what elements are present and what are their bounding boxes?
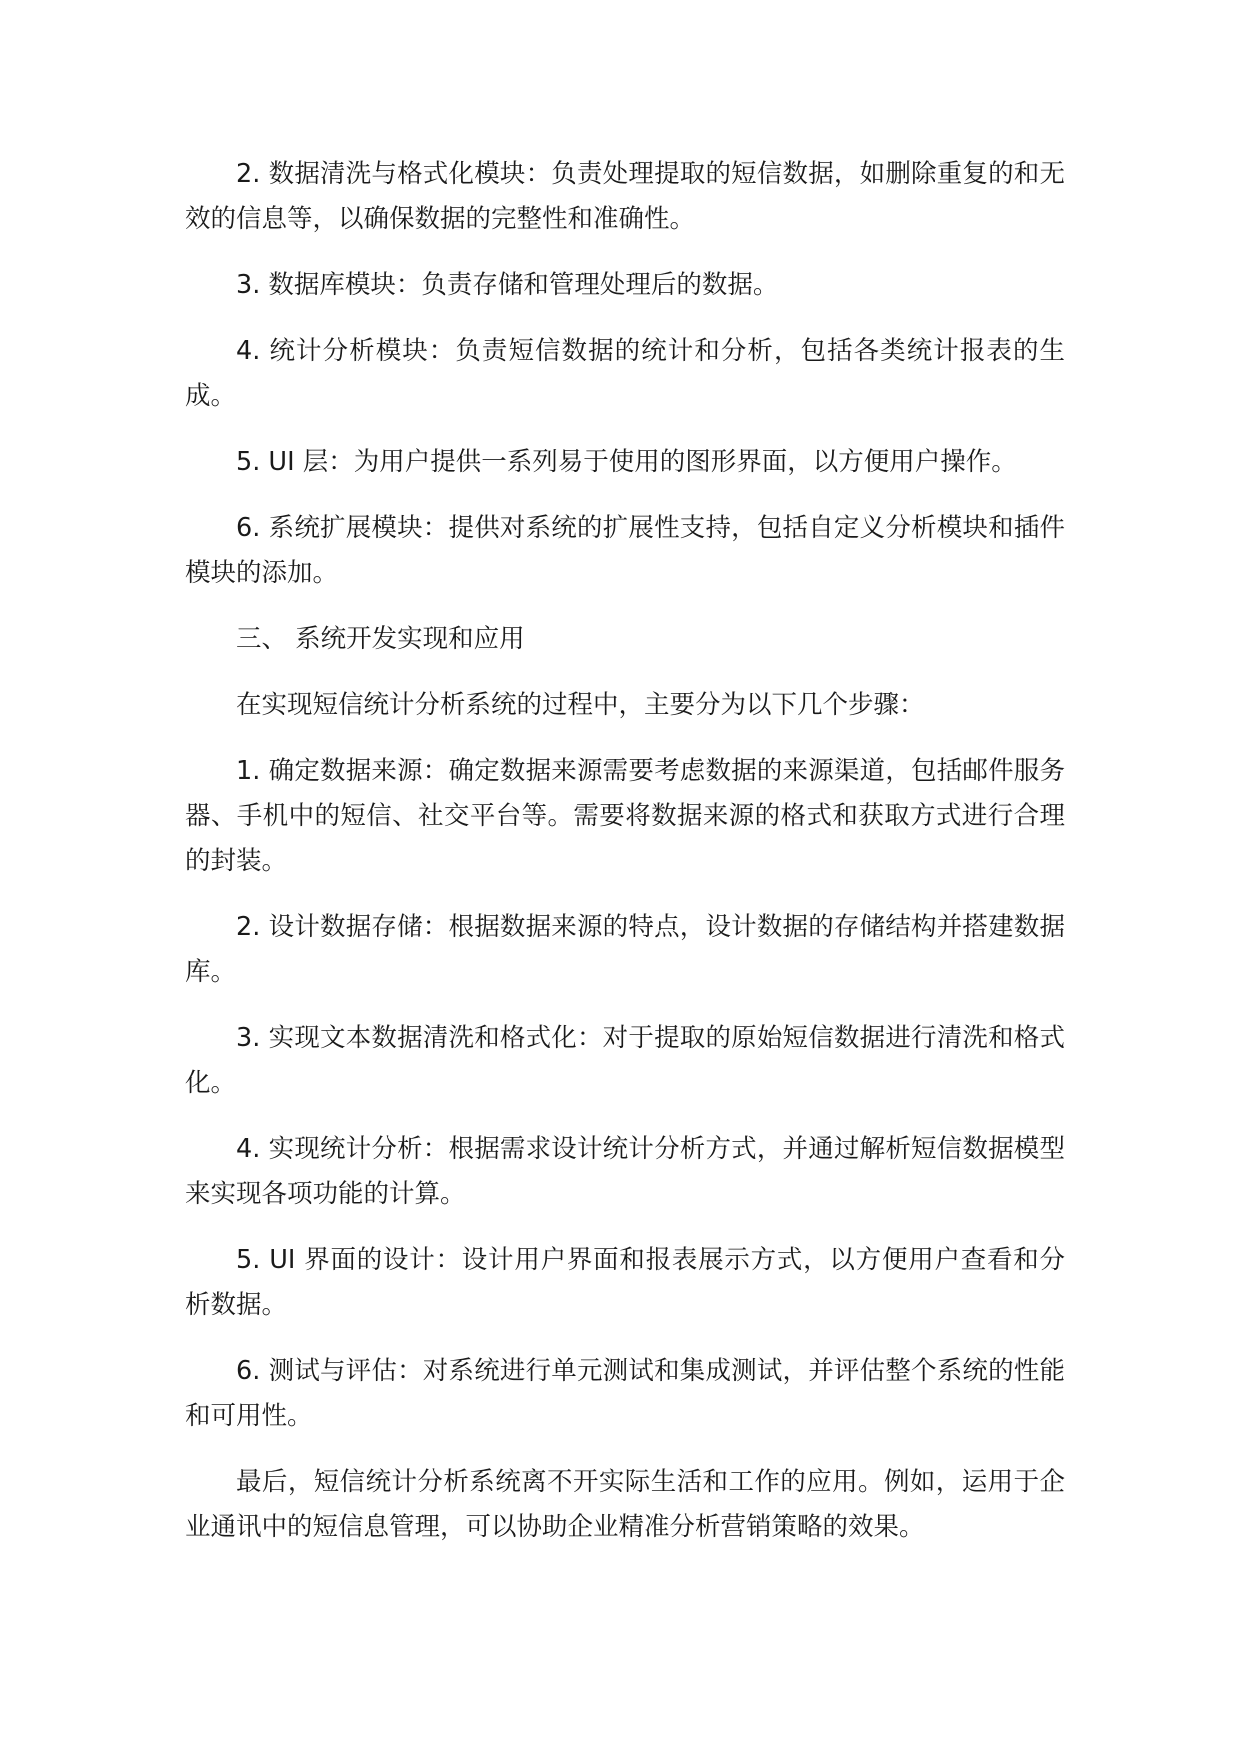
paragraph-step-statistics: 4. 实现统计分析：根据需求设计统计分析方式，并通过解析短信数据模型来实现各项功能的计算。 — [185, 1134, 1065, 1209]
paragraph-module-extension: 6. 系统扩展模块：提供对系统的扩展性支持，包括自定义分析模块和插件模块的添加。 — [185, 513, 1065, 588]
body-text — [185, 152, 1065, 1550]
paragraph-step-testing: 6. 测试与评估：对系统进行单元测试和集成测试，并评估整个系统的性能和可用性。 — [185, 1356, 1065, 1431]
paragraph-step-data-cleaning: 3. 实现文本数据清洗和格式化：对于提取的原始短信数据进行清洗和格式化。 — [185, 1023, 1065, 1098]
paragraph-step-ui-design: 5. UI 界面的设计：设计用户界面和报表展示方式，以方便用户查看和分析数据。 — [185, 1245, 1065, 1320]
paragraph-module-ui-layer: 5. UI 层：为用户提供一系列易于使用的图形界面，以方便用户操作。 — [236, 447, 1017, 477]
paragraph-step-data-storage: 2. 设计数据存储：根据数据来源的特点，设计数据的存储结构并搭建数据库。 — [185, 912, 1065, 987]
paragraph-step-data-source: 1. 确定数据来源：确定数据来源需要考虑数据的来源渠道，包括邮件服务器、手机中的短信、社交平台等。需要将数据来源的格式和获取方式进行合理的封装。 — [185, 756, 1065, 876]
paragraph-module-data-cleaning: 2. 数据清洗与格式化模块：负责处理提取的短信数据，如删除重复的和无效的信息等，以确保数据的完整性和准确性。 — [185, 159, 1065, 234]
paragraph-intro-steps: 在实现短信统计分析系统的过程中，主要分为以下几个步骤： — [236, 690, 925, 720]
paragraph-module-statistics: 4. 统计分析模块：负责短信数据的统计和分析，包括各类统计报表的生成。 — [185, 336, 1065, 411]
paragraph-conclusion: 最后，短信统计分析系统离不开实际生活和工作的应用。例如，运用于企业通讯中的短信息管理，可以协助企业精准分析营销策略的效果。 — [185, 1467, 1065, 1542]
section-heading: 三、 系统开发实现和应用 — [236, 624, 525, 654]
paragraph-module-database: 3. 数据库模块：负责存储和管理处理后的数据。 — [236, 270, 779, 300]
